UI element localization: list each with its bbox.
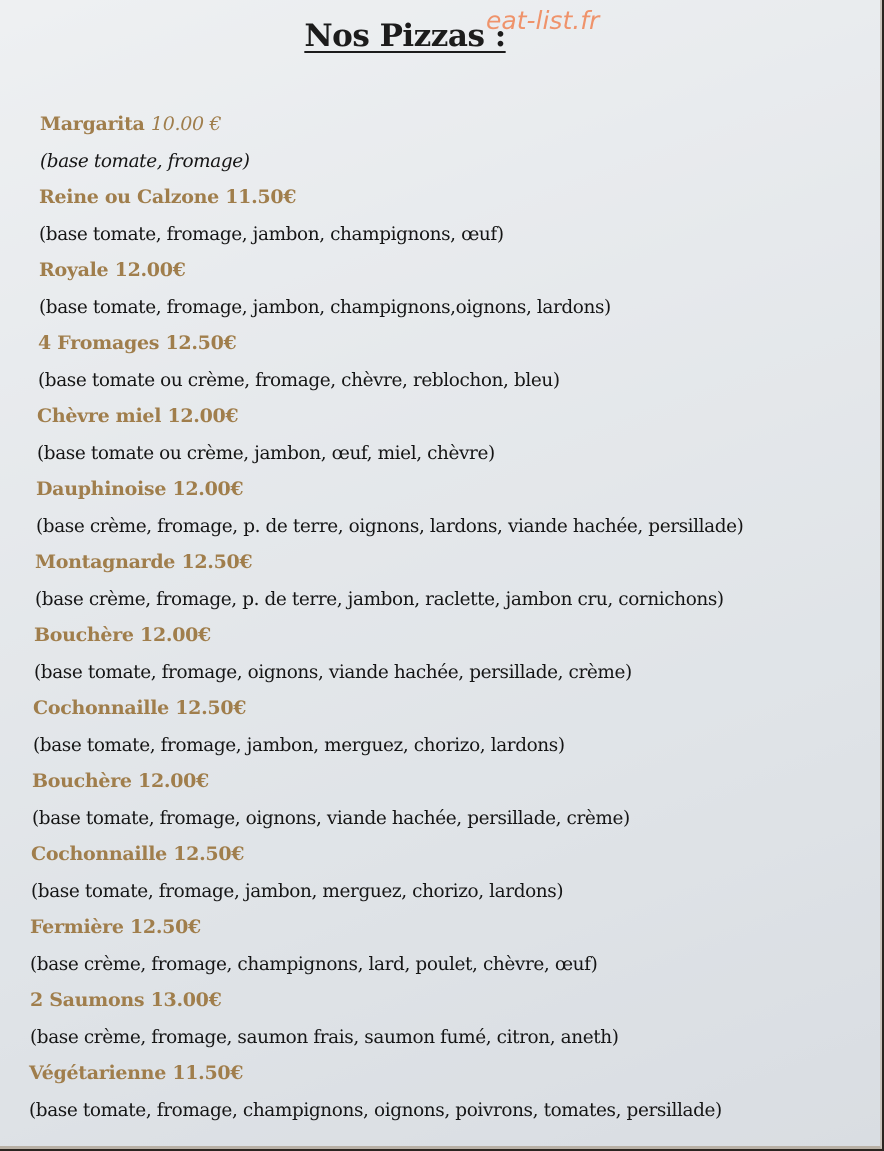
pizza-name-line — [34, 617, 884, 653]
pizza-name-line — [36, 471, 884, 507]
pizza-name-line — [37, 398, 884, 434]
pizza-name: Bouchère — [32, 770, 132, 792]
pizza-description: (base crème, fromage, p. de terre, oignons, lardons, viande hachée, persillade) — [36, 515, 744, 537]
pizza-item — [0, 690, 884, 763]
pizza-description: (base crème, fromage, champignons, lard, poulet, chèvre, œuf) — [30, 953, 598, 975]
pizza-name-line — [33, 690, 884, 726]
pizza-description: (base tomate, fromage, oignons, viande hachée, persillade, crème) — [34, 661, 632, 683]
pizza-item — [0, 1055, 884, 1128]
pizza-item — [0, 909, 884, 982]
pizza-description: (base tomate, fromage) — [40, 150, 250, 172]
pizza-name-line — [31, 836, 884, 872]
pizza-list — [0, 106, 884, 1128]
pizza-price: 12.00€ — [172, 478, 244, 500]
page-title: Nos Pizzas : — [304, 18, 506, 54]
pizza-name: Montagnarde — [35, 551, 176, 573]
pizza-name: Bouchère — [34, 624, 134, 646]
pizza-item — [0, 252, 884, 325]
pizza-name: Margarita — [40, 113, 145, 135]
pizza-price: 10.00 € — [150, 113, 222, 135]
pizza-name-line — [39, 179, 884, 215]
pizza-price: 12.00€ — [140, 624, 211, 646]
pizza-name: Chèvre miel — [37, 405, 162, 427]
pizza-price: 12.50€ — [181, 551, 253, 573]
pizza-price: 12.50€ — [165, 332, 237, 354]
pizza-price: 12.50€ — [173, 843, 245, 865]
pizza-description: (base tomate, fromage, jambon, champignons, œuf) — [39, 223, 504, 245]
pizza-description: (base crème, fromage, saumon frais, saumon fumé, citron, aneth) — [30, 1026, 619, 1048]
pizza-name-line — [38, 325, 884, 361]
pizza-description: (base crème, fromage, p. de terre, jambon, raclette, jambon cru, cornichons) — [35, 588, 724, 610]
pizza-item — [0, 398, 884, 471]
pizza-description: (base tomate, fromage, jambon, merguez, chorizo, lardons) — [31, 880, 564, 902]
pizza-name: Cochonnaille — [31, 843, 167, 865]
pizza-item — [0, 179, 884, 252]
pizza-description: (base tomate, fromage, champignons, oignons, poivrons, tomates, persillade) — [29, 1099, 722, 1121]
pizza-name: 4 Fromages — [38, 332, 160, 354]
pizza-item — [0, 325, 884, 398]
pizza-name: Fermière — [30, 916, 124, 938]
pizza-name-line — [30, 982, 884, 1018]
pizza-price: 13.00€ — [150, 989, 222, 1011]
pizza-item — [0, 836, 884, 909]
pizza-price: 12.50€ — [130, 916, 201, 938]
pizza-price: 11.50€ — [225, 186, 297, 208]
pizza-item — [0, 617, 884, 690]
pizza-description: (base tomate ou crème, fromage, chèvre, reblochon, bleu) — [38, 369, 560, 391]
pizza-price: 12.00€ — [138, 770, 209, 792]
pizza-description: (base tomate ou crème, jambon, œuf, miel, chèvre) — [37, 442, 495, 464]
watermark: eat-list.fr — [486, 6, 600, 35]
pizza-description: (base tomate, fromage, jambon, merguez, chorizo, lardons) — [33, 734, 565, 756]
pizza-name-line — [32, 763, 884, 799]
pizza-item — [0, 982, 884, 1055]
pizza-name-line — [35, 544, 884, 580]
pizza-name-line — [40, 106, 884, 142]
pizza-price: 12.00€ — [114, 259, 186, 281]
pizza-description: (base tomate, fromage, jambon, champignons,oignons, lardons) — [39, 296, 611, 318]
pizza-name: Reine ou Calzone — [39, 186, 219, 208]
pizza-name: Cochonnaille — [33, 697, 169, 719]
pizza-item — [0, 106, 884, 179]
pizza-name-line — [30, 909, 884, 945]
pizza-name-line — [39, 252, 884, 288]
pizza-price: 12.50€ — [175, 697, 247, 719]
pizza-name: Dauphinoise — [36, 478, 167, 500]
pizza-description: (base tomate, fromage, oignons, viande hachée, persillade, crème) — [32, 807, 630, 829]
pizza-price: 12.00€ — [167, 405, 239, 427]
pizza-name: 2 Saumons — [30, 989, 145, 1011]
pizza-item — [0, 544, 884, 617]
pizza-item — [0, 471, 884, 544]
pizza-name: Végétarienne — [29, 1062, 166, 1084]
title-container — [0, 18, 810, 54]
pizza-name: Royale — [39, 259, 109, 281]
pizza-item — [0, 763, 884, 836]
pizza-price: 11.50€ — [172, 1062, 244, 1084]
pizza-name-line — [29, 1055, 884, 1091]
